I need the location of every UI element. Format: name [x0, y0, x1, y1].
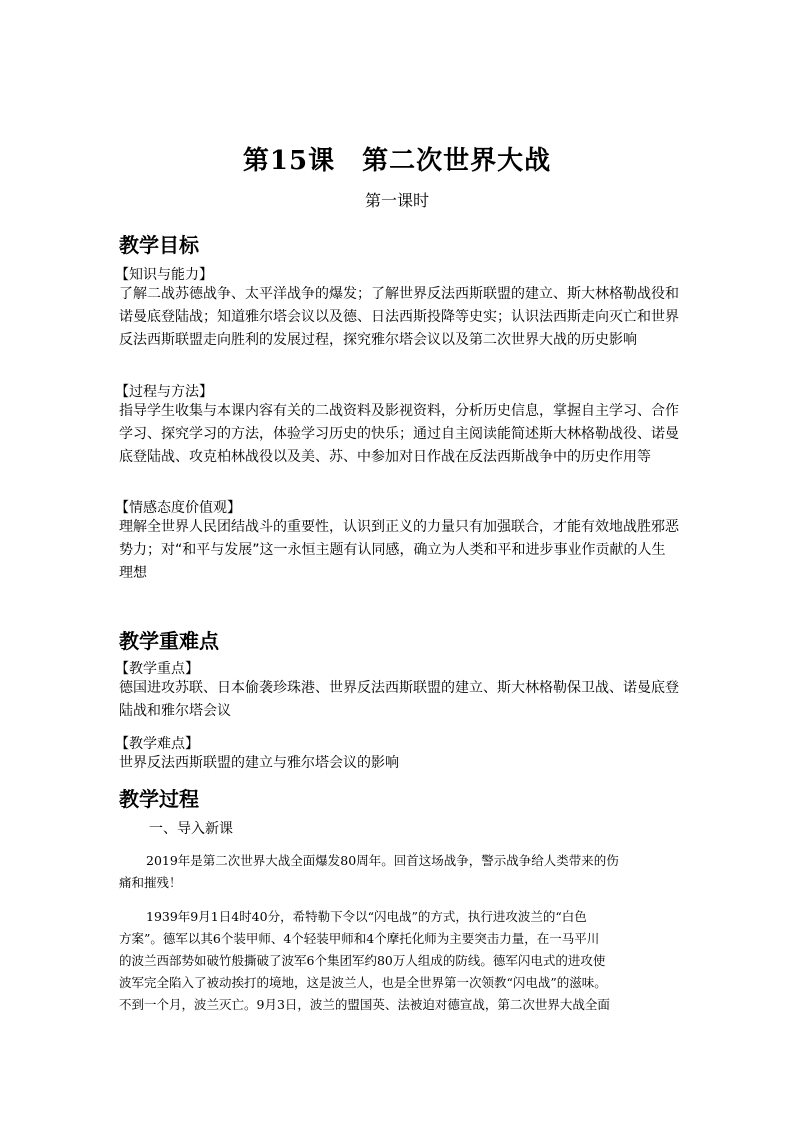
process-line: 学习、探究学习的方法，体验学习历史的快乐；通过自主阅读能简述斯大林格勒战役、诺曼	[119, 426, 679, 442]
intro-paragraph-1	[119, 850, 689, 894]
difficulty-label: 【教学难点】	[115, 736, 199, 752]
process-line: 指导学生收集与本课内容有关的二战资料及影视资料，分析历史信息，掌握自主学习、合作	[119, 403, 679, 419]
lesson-subtitle: 第一课时	[364, 191, 429, 210]
knowledge-line: 了解二战苏德战争、太平洋战争的爆发；了解世界反法西斯联盟的建立、斯大林格勒战役和	[119, 286, 679, 302]
difficulty-paragraph	[119, 752, 684, 775]
process-paragraph	[119, 400, 684, 469]
attitude-line: 理想	[119, 565, 147, 581]
body-line: 不到一个月，波兰灭亡。9月3日，波兰的盟国英、法被迫对德宣战，第二次世界大战全面	[119, 997, 610, 1012]
keypoints-heading: 教学重难点	[119, 629, 219, 653]
lesson-title: 第15课 第二次世界大战	[242, 146, 552, 176]
body-line: 的波兰西部势如破竹般撕破了波军6个集团军约80万人组成的防线。德军闪电式的进攻使	[119, 953, 606, 968]
intro-subheading: 一、导入新课	[149, 821, 233, 837]
focus-line: 陆战和雅尔塔会议	[119, 703, 231, 719]
attitude-label: 【情感态度价值观】	[115, 500, 241, 516]
body-line: 1939年9月1日4时40分，希特勒下令以“闪电战”的方式，执行进攻波兰的“白色	[146, 909, 587, 924]
attitude-line: 理解全世界人民团结战斗的重要性，认识到正义的力量只有加强联合，才能有效地战胜邪恶	[119, 519, 679, 535]
knowledge-label: 【知识与能力】	[115, 267, 213, 283]
knowledge-line: 反法西斯联盟走向胜利的发展过程，探究雅尔塔会议以及第二次世界大战的历史影响	[119, 332, 637, 348]
body-line: 痛和摧残！	[119, 875, 182, 890]
focus-paragraph	[119, 677, 684, 723]
process-label: 【过程与方法】	[115, 384, 213, 400]
process-heading: 教学过程	[119, 787, 199, 811]
knowledge-line: 诺曼底登陆战；知道雅尔塔会议以及德、日法西斯投降等史实；认识法西斯走向灭亡和世界	[119, 309, 679, 325]
attitude-line: 势力；对“和平与发展”这一永恒主题有认同感，确立为人类和平和进步事业作贡献的人生	[119, 542, 666, 558]
knowledge-paragraph	[119, 283, 684, 352]
body-line: 波军完全陷入了被动挨打的境地，这是波兰人，也是全世界第一次领教“闪电战”的滋味。	[119, 975, 607, 990]
body-line: 方案”。德军以其6个装甲师、4个轻装甲师和4个摩托化师为主要突击力量，在一马平川	[119, 931, 600, 946]
focus-label: 【教学重点】	[115, 661, 199, 677]
focus-line: 德国进攻苏联、日本偷袭珍珠港、世界反法西斯联盟的建立、斯大林格勒保卫战、诺曼底登	[119, 680, 679, 696]
attitude-paragraph	[119, 516, 684, 585]
difficulty-line: 世界反法西斯联盟的建立与雅尔塔会议的影响	[119, 755, 399, 771]
objectives-heading: 教学目标	[119, 233, 199, 257]
intro-paragraph-2	[119, 906, 689, 1016]
process-line: 底登陆战、攻克柏林战役以及美、苏、中参加对日作战在反法西斯战争中的历史作用等	[119, 449, 651, 465]
body-line: 2019年是第二次世界大战全面爆发80周年。回首这场战争，警示战争给人类带来的伤	[146, 853, 619, 868]
